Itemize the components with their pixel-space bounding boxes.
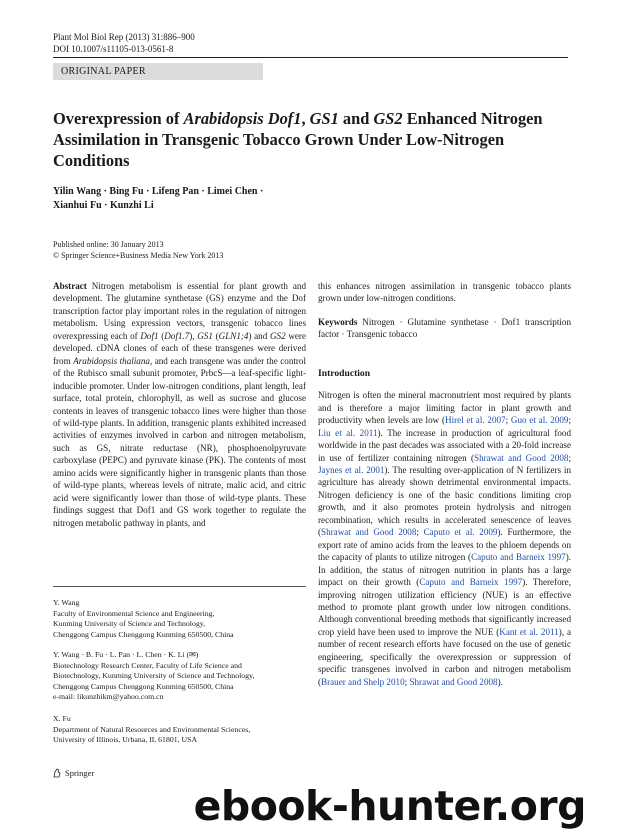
abstract-text: , and each transgene was under the control of the Rubisco small subunit promoter, PrbcS—a leaf-specific light-inducible promoter. Under low-nitrogen conditions, plant length, leaf surface, total protein, chlorophyll, as well as sucrose and glucose contents in leaves of transgenic tobacco lines were higher than those of wild-type plants. In addition, transgenic plants exhibited increased activities of enzymes involved in carbon and nitrogen metabolism, such as GS, nitrate reductase (NR), phosphoenolpyruvate carboxylase (PEPC) and pyruvate kinase (PK). The contents of most amino acids were significantly higher in transgenic plants than those of wild-type plants, whereas levels of nitrate, malic acid, and citric acid were significantly lower than those of wild-type plants. These findings suggest that Dof1 and GS work together to regulate the nitrogen metabolic pathway in plants, and — [53, 355, 306, 528]
abstract-text: ), — [189, 330, 198, 341]
citation-link[interactable]: Caputo and Barneix 1997 — [419, 577, 523, 588]
doi: DOI 10.1007/s11105-013-0561-8 — [53, 44, 174, 54]
gene-name: Dof1 — [140, 330, 159, 341]
abstract-text: ) and — [248, 330, 270, 341]
title-text: Overexpression of — [53, 109, 184, 128]
affiliation-name: X. Fu — [53, 714, 71, 723]
affiliation-name: Y. Wang — [53, 598, 80, 607]
watermark: ebook-hunter.org — [193, 782, 586, 830]
affiliation-email[interactable]: e-mail: likunzhikm@yahoo.com.cn — [53, 692, 164, 701]
springer-horse-icon — [53, 768, 61, 778]
published-date: Published online: 30 January 2013 — [53, 240, 164, 249]
keywords-label: Keywords — [318, 316, 358, 327]
intro-sentence: ). Furthermore, the export rate of amino acids from the leaves to the phloem depends on the capacity of plants to utilize nitrogen ( — [318, 527, 571, 563]
article-title — [53, 108, 553, 171]
title-text: , — [301, 109, 310, 128]
affiliation-line: Department of Natural Resources and Environmental Sciences, — [53, 724, 251, 734]
introduction-heading: Introduction — [318, 367, 371, 379]
intro-sentence: ; — [568, 415, 572, 426]
citation-link[interactable]: Guo et al. 2009 — [510, 415, 569, 426]
publisher-name: Springer — [65, 768, 95, 778]
abstract-continuation: this enhances nitrogen assimilation in transgenic tobacco plants grown under low-nitrogen conditions. — [318, 281, 571, 304]
publisher-logo — [53, 768, 94, 778]
keywords — [318, 316, 571, 341]
journal-citation: Plant Mol Biol Rep (2013) 31:886–900 — [53, 32, 195, 42]
citation-link[interactable]: Hirel et al. 2007 — [445, 415, 506, 426]
abstract — [53, 280, 306, 529]
affiliation-line: Chenggong Campus Chenggong Kunming 650500, China — [53, 629, 234, 639]
gene-name: GLN1;4 — [218, 330, 249, 341]
copyright: © Springer Science+Business Media New York 2013 — [53, 251, 224, 260]
abstract-text: were developed. cDNA clones of each of these transgenes were derived from — [53, 330, 306, 366]
intro-sentence: ; — [416, 527, 424, 538]
affiliation-line: Faculty of Environmental Science and Engineering, — [53, 608, 215, 618]
intro-sentence: ; — [404, 676, 410, 687]
intro-sentence: ). Therefore, improving nitrogen utilization efficiency (NUE) is an effective method to promote plant growth under low nitrogen conditions. Although conventional breeding methods that significantly increased crop yield have been used to improve the NUE ( — [318, 577, 571, 637]
authors-line: Yilin Wang · Bing Fu · Lifeng Pan · Limei Chen · — [53, 186, 264, 197]
introduction-text — [318, 389, 571, 688]
intro-sentence: ). In addition, the status of nitrogen nutrition in plants has a large impact on their growth ( — [318, 552, 571, 588]
abstract-text: ( — [158, 330, 165, 341]
intro-sentence: ). The increase in production of agricultural food worldwide in the past decades was associated with a 20-fold increase in use of fertilizer containing nitrogen ( — [318, 427, 572, 463]
intro-sentence: ), a number of recent research efforts have focused on the use of genetic engineering, specifically the overexpression or suppression of specific transgenes involved in carbon and nitrogen metabolism ( — [318, 626, 571, 687]
citation-link[interactable]: Shrawat and Good 2008 — [409, 676, 498, 687]
affiliation-block — [53, 598, 306, 640]
keywords-text: Nitrogen · Glutamine synthetase · Dof1 transcription factor · Transgenic tobacco — [318, 316, 571, 340]
citation-link[interactable]: Caputo and Barneix 1997 — [471, 552, 566, 563]
affiliation-line: Chenggong Campus Chenggong Kunming 650500, China — [53, 681, 234, 691]
intro-sentence: ; — [568, 452, 571, 463]
affiliation-line: Biotechnology, Kunming University of Science and Technology, — [53, 671, 255, 680]
title-text: Enhanced Nitrogen Assimilation in Transgenic Tobacco Grown Under Low-Nitrogen Conditions — [53, 109, 543, 170]
affiliation-block — [53, 714, 306, 746]
citation-link[interactable]: Brauer and Shelp 2010 — [321, 676, 405, 687]
right-column — [318, 280, 571, 688]
affiliation-name: Y. Wang · B. Fu · L. Pan · L. Chen · K. Li (✉) — [53, 650, 199, 659]
citation-link[interactable]: Shrawat and Good 2008 — [474, 452, 569, 463]
intro-sentence: ; — [505, 415, 511, 426]
intro-sentence: Nitrogen is often the mineral macronutrient most required by plants and is therefore a major limiting factor in plant growth and productivity when levels are low ( — [318, 390, 571, 426]
species-name: Arabidopsis thaliana — [73, 355, 150, 366]
citation-link[interactable]: Kant et al. 2011 — [499, 626, 559, 637]
title-gene: Arabidopsis Dof1 — [183, 109, 302, 128]
authors-line: Xianhui Fu · Kunzhi Li — [53, 200, 154, 211]
header-divider — [53, 57, 568, 58]
gene-name: Dof1.7 — [164, 330, 190, 341]
abstract-text: Nitrogen metabolism is essential for plant growth and development. The glutamine synthetase (GS) enzyme and the Dof transcription factor play important roles in the regulation of nitrogen metabolism. Using expression vectors, transgenic tobacco lines overexpressing each of — [53, 281, 306, 341]
affiliation-line: University of Illinois, Urbana, IL 61801, USA — [53, 735, 198, 744]
citation-link[interactable]: Caputo et al. 2009 — [423, 527, 498, 538]
affiliation-line: Biotechnology Research Center, Faculty of Life Science and — [53, 660, 242, 670]
affiliation-block — [53, 650, 306, 703]
author-list — [53, 185, 453, 213]
title-gene: GS1 — [309, 109, 339, 128]
gene-name: GS1 — [197, 330, 213, 341]
section-label: ORIGINAL PAPER — [53, 63, 263, 80]
publication-info — [53, 239, 223, 261]
intro-sentence: ). The resulting over-application of N fertilizers in agriculture has already shown detrimental environmental impacts. Nitrogen deficiency is one of the basic conditions limiting crop growth, and it also promotes protein hydrolysis and nitrogen recombination, which results in accelerated senescence of leaves ( — [318, 464, 571, 538]
citation-link[interactable]: Liu et al. 2011 — [318, 427, 378, 438]
gene-name: GS2 — [269, 330, 286, 341]
abstract-label: Abstract — [53, 281, 87, 291]
intro-sentence: ). — [497, 676, 503, 687]
journal-header — [53, 31, 195, 55]
footnote-divider — [53, 586, 306, 587]
title-text: and — [338, 109, 374, 128]
affiliation-line: Kunming University of Science and Technology, — [53, 619, 206, 628]
abstract-text: ( — [212, 330, 219, 341]
citation-link[interactable]: Shrawat and Good 2008 — [321, 527, 417, 538]
citation-link[interactable]: Jaynes et al. 2001 — [318, 464, 385, 475]
title-gene: GS2 — [373, 109, 403, 128]
